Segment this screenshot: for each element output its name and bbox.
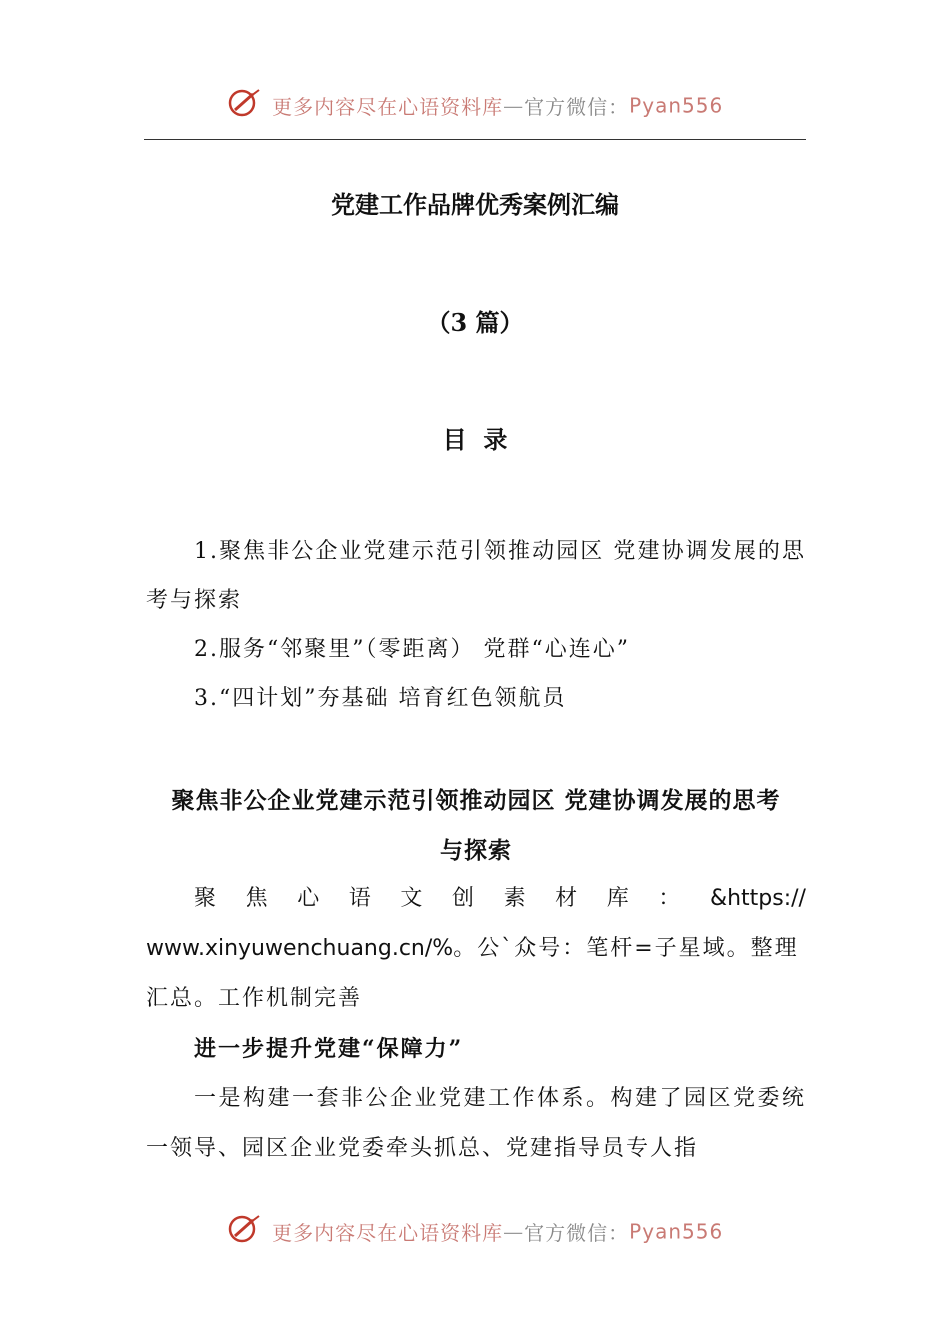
section-title: [146, 776, 806, 876]
toc-item[interactable]: 2.服务“邻聚里”（零距离） 党群“心连心”: [194, 637, 630, 662]
source-line2-text: 。公`众号：笔杆=子星域。整理: [453, 936, 799, 961]
watermark-site: 更多内容尽在心语资料库: [272, 1221, 504, 1245]
source-char: 材: [555, 886, 580, 911]
source-char: 库: [606, 886, 631, 911]
footer-watermark: [0, 1214, 950, 1249]
watermark-wechat-label: 官方微信：: [524, 1221, 630, 1245]
source-char: 聚: [194, 886, 219, 911]
source-char: 创: [451, 886, 476, 911]
table-of-contents: [146, 527, 806, 723]
source-char: 心: [297, 886, 322, 911]
toc-item[interactable]: 1.聚焦非公企业党建示范引领推动园区 党建协调发展的思考与探索: [146, 539, 806, 613]
header-divider: [144, 139, 806, 140]
source-char: 语: [348, 886, 373, 911]
section-title-line1: 聚焦非公企业党建示范引领推动园区 党建协调发展的思考: [171, 787, 781, 814]
source-line-1: [146, 874, 806, 924]
source-paragraph: [146, 874, 806, 1174]
source-char: 素: [503, 886, 528, 911]
section-title-line2: 与探索: [440, 837, 512, 864]
watermark-wechat-label: 官方微信：: [524, 95, 630, 119]
body-paragraph: 一是构建一套非公企业党建工作体系。构建了园区党委统一领导、园区企业党委牵头抓总、党建指导员专人指: [146, 1086, 806, 1161]
document-title: 党建工作品牌优秀案例汇编: [331, 190, 619, 219]
subheading: 进一步提升党建“保障力”: [194, 1036, 464, 1062]
watermark-wechat-id: Pyan556: [629, 93, 724, 118]
toc-item[interactable]: 3.“四计划”夯基础 培育红色领航员: [194, 686, 567, 711]
source-line-3: 汇总。工作机制完善: [146, 986, 363, 1011]
source-char: 焦: [245, 886, 270, 911]
watermark-site: 更多内容尽在心语资料库: [272, 95, 504, 119]
watermark-separator: —: [503, 93, 525, 118]
pen-logo-icon: [227, 1214, 261, 1249]
pen-logo-icon: [227, 88, 261, 123]
source-url[interactable]: www.xinyuwenchuang.cn/%: [146, 936, 454, 961]
watermark-separator: —: [503, 1219, 525, 1244]
source-char: 文: [400, 886, 425, 911]
source-line-2: [146, 924, 806, 974]
toc-heading: 目 录: [442, 425, 508, 454]
source-char: ：: [658, 886, 683, 911]
document-count: （3 篇）: [426, 308, 524, 337]
header-watermark: [0, 88, 950, 123]
source-url-start[interactable]: &https://: [709, 886, 806, 911]
watermark-wechat-id: Pyan556: [629, 1219, 724, 1244]
